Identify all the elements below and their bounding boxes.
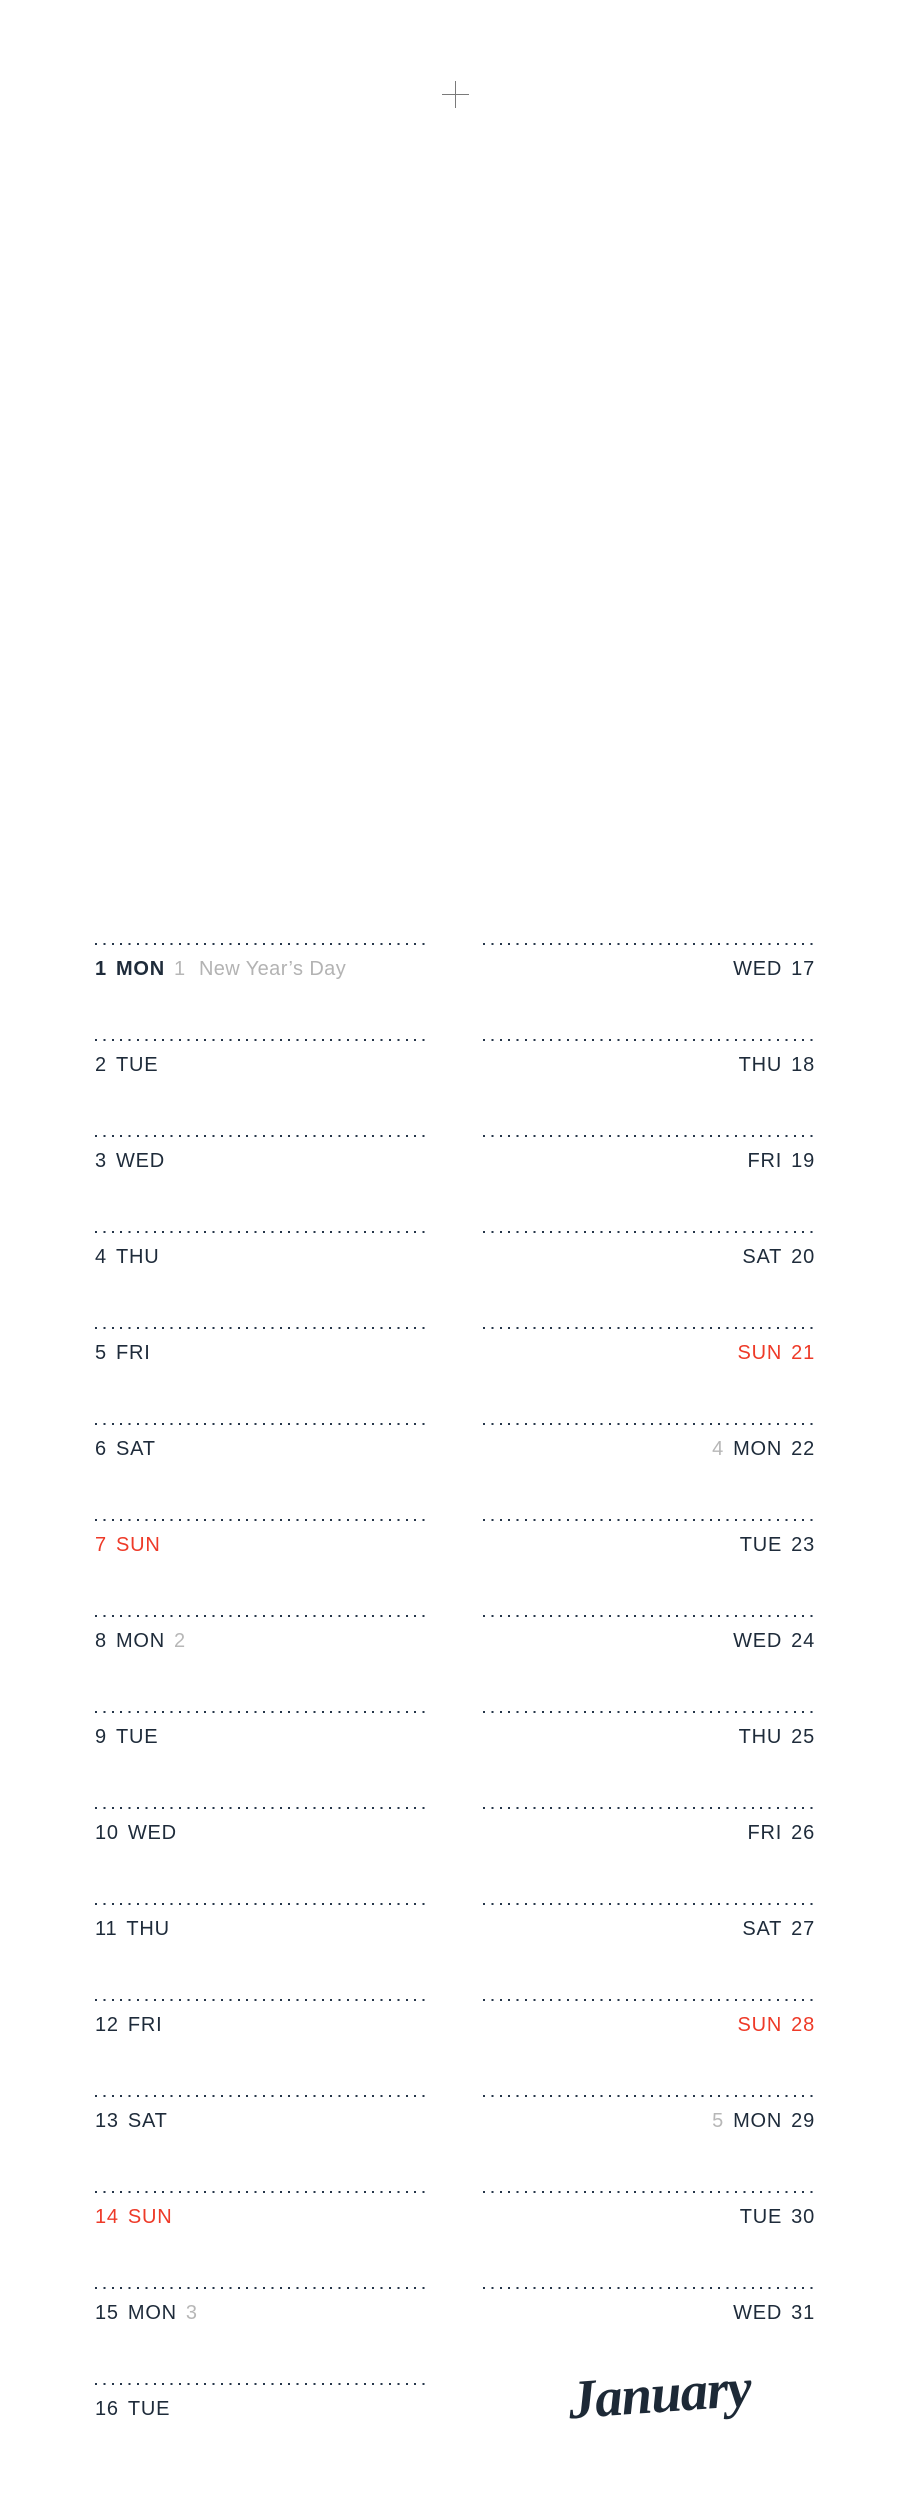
- weekday-label: SUN: [127, 2206, 173, 2228]
- calendar-day-row: [95, 2383, 427, 2479]
- weekday-label: TUE: [739, 2206, 783, 2228]
- day-number: 4: [95, 1246, 107, 1268]
- day-number: 25: [791, 1726, 815, 1748]
- weekday-label: WED: [115, 1150, 165, 1172]
- day-row-label: [95, 1534, 427, 1556]
- calendar-left-column: [95, 943, 427, 2479]
- weekday-label: WED: [127, 1822, 177, 1844]
- holiday-label: New Year’s Day: [198, 958, 347, 980]
- weekday-label: MON: [115, 1630, 165, 1652]
- day-row-label: [483, 1822, 815, 1844]
- day-number: 8: [95, 1630, 107, 1652]
- day-number: 22: [791, 1438, 815, 1460]
- day-row-label: [95, 1822, 427, 1844]
- calendar-day-row: [95, 2095, 427, 2191]
- month-title: January: [566, 2356, 753, 2431]
- day-row-label: [483, 2206, 815, 2228]
- day-number: 24: [791, 1630, 815, 1652]
- calendar-day-row: [95, 943, 427, 1039]
- calendar-day-row: [95, 1231, 427, 1327]
- day-number: 27: [791, 1918, 815, 1940]
- day-row-label: [95, 1438, 427, 1460]
- calendar-day-row: [483, 1327, 815, 1423]
- week-number: 4: [712, 1438, 725, 1460]
- weekday-label: WED: [733, 958, 783, 980]
- calendar-day-row: [483, 943, 815, 1039]
- calendar-day-row: [483, 1039, 815, 1135]
- weekday-label: FRI: [747, 1150, 783, 1172]
- day-row-label: [483, 2014, 815, 2036]
- calendar-day-row: [483, 1999, 815, 2095]
- day-number: 31: [791, 2302, 815, 2324]
- calendar-day-row: [95, 1711, 427, 1807]
- day-row-label: [483, 1246, 815, 1268]
- day-row-label: [483, 1726, 815, 1748]
- day-number: 2: [95, 1054, 107, 1076]
- calendar-day-row: [95, 1903, 427, 1999]
- calendar-day-row: [483, 2095, 815, 2191]
- weekday-label: THU: [738, 1054, 783, 1076]
- calendar-day-row: [95, 1423, 427, 1519]
- calendar-day-row: [95, 1519, 427, 1615]
- day-row-label: [95, 2206, 427, 2228]
- weekday-label: WED: [733, 2302, 783, 2324]
- day-number: 21: [791, 1342, 815, 1364]
- day-row-label: [483, 1150, 815, 1172]
- day-number: 5: [95, 1342, 107, 1364]
- day-row-label: [483, 2110, 815, 2132]
- day-number: 10: [95, 1822, 119, 1844]
- calendar-day-row: [483, 1807, 815, 1903]
- calendar-right-column: [483, 943, 815, 2383]
- weekday-label: SUN: [737, 2014, 783, 2036]
- weekday-label: WED: [733, 1630, 783, 1652]
- day-row-label: [95, 2014, 427, 2036]
- weekday-label: MON: [127, 2302, 177, 2324]
- calendar-day-row: [483, 1903, 815, 1999]
- calendar-day-row: [95, 1999, 427, 2095]
- weekday-label: TUE: [115, 1054, 159, 1076]
- day-number: 1: [95, 958, 107, 980]
- day-row-label: [483, 958, 815, 980]
- calendar-day-row: [95, 1615, 427, 1711]
- calendar-day-row: [483, 2191, 815, 2287]
- week-number: 1: [174, 958, 186, 980]
- day-number: 26: [791, 1822, 815, 1844]
- weekday-label: TUE: [127, 2398, 171, 2420]
- weekday-label: FRI: [747, 1822, 783, 1844]
- day-number: 30: [791, 2206, 815, 2228]
- calendar-day-row: [95, 1039, 427, 1135]
- day-row-label: [95, 1726, 427, 1748]
- calendar-day-row: [95, 1327, 427, 1423]
- day-row-label: [95, 2110, 427, 2132]
- calendar-day-row: [95, 1807, 427, 1903]
- calendar-day-row: [483, 1135, 815, 1231]
- day-number: 3: [95, 1150, 107, 1172]
- weekday-label: TUE: [115, 1726, 159, 1748]
- calendar-day-row: [483, 1615, 815, 1711]
- day-number: 16: [95, 2398, 119, 2420]
- calendar-day-row: [483, 1711, 815, 1807]
- calendar-day-row: [483, 1231, 815, 1327]
- day-row-label: [95, 1054, 427, 1076]
- day-number: 23: [791, 1534, 815, 1556]
- day-number: 29: [791, 2110, 815, 2132]
- weekday-label: TUE: [739, 1534, 783, 1556]
- day-row-label: [483, 1438, 815, 1460]
- day-row-label: [95, 958, 427, 980]
- weekday-label: MON: [733, 1438, 783, 1460]
- weekday-label: SUN: [115, 1534, 161, 1556]
- day-row-label: [483, 1534, 815, 1556]
- weekday-label: SAT: [742, 1918, 783, 1940]
- week-number: 2: [174, 1630, 186, 1652]
- day-row-label: [95, 2398, 427, 2420]
- weekday-label: MON: [115, 958, 165, 980]
- weekday-label: FRI: [115, 1342, 151, 1364]
- week-number: 3: [185, 2302, 198, 2324]
- day-row-label: [95, 1150, 427, 1172]
- day-number: 20: [791, 1246, 815, 1268]
- calendar-day-row: [95, 2287, 427, 2383]
- day-number: 6: [95, 1438, 107, 1460]
- day-number: 12: [95, 2014, 119, 2036]
- calendar-day-row: [483, 1423, 815, 1519]
- day-row-label: [95, 1342, 427, 1364]
- day-number: 14: [95, 2206, 119, 2228]
- day-row-label: [95, 1630, 427, 1652]
- day-number: 17: [791, 958, 815, 980]
- day-row-label: [483, 2302, 815, 2324]
- weekday-label: SAT: [127, 2110, 168, 2132]
- calendar-day-row: [95, 2191, 427, 2287]
- day-number: 11: [95, 1918, 118, 1940]
- calendar-day-row: [95, 1135, 427, 1231]
- day-row-label: [483, 1342, 815, 1364]
- day-number: 19: [791, 1150, 815, 1172]
- calendar-day-row: [483, 1519, 815, 1615]
- day-row-label: [483, 1630, 815, 1652]
- day-number: 7: [95, 1534, 107, 1556]
- day-row-label: [483, 1054, 815, 1076]
- weekday-label: THU: [115, 1246, 160, 1268]
- day-row-label: [95, 1246, 427, 1268]
- day-row-label: [483, 1918, 815, 1940]
- day-row-label: [95, 2302, 427, 2324]
- weekday-label: SUN: [737, 1342, 783, 1364]
- day-number: 18: [791, 1054, 815, 1076]
- weekday-label: THU: [126, 1918, 170, 1940]
- registration-cross-icon: [442, 81, 469, 108]
- weekday-label: SAT: [115, 1438, 156, 1460]
- day-number: 28: [791, 2014, 815, 2036]
- week-number: 5: [712, 2110, 725, 2132]
- weekday-label: FRI: [127, 2014, 163, 2036]
- weekday-label: MON: [733, 2110, 783, 2132]
- day-number: 9: [95, 1726, 107, 1748]
- day-number: 15: [95, 2302, 119, 2324]
- weekday-label: THU: [738, 1726, 783, 1748]
- weekday-label: SAT: [742, 1246, 783, 1268]
- day-number: 13: [95, 2110, 119, 2132]
- day-row-label: [95, 1918, 427, 1940]
